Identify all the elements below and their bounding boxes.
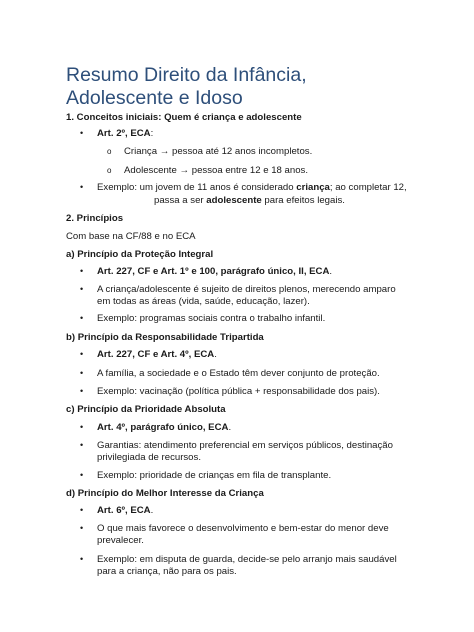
bullet-icon: • [80,349,84,359]
s1-example-a: Exemplo: um jovem de 11 anos é considerado [97,182,297,193]
c-art-suffix: . [228,422,232,433]
c-bullet-2-line-1: Garantias: atendimento preferencial em serviços públicos, destinação [97,440,393,451]
bullet-icon: • [80,440,84,450]
bullet-icon: • [80,182,84,192]
bullet-icon: • [80,386,84,396]
principle-a-heading: a) Princípio da Proteção Integral [66,249,214,260]
bullet-icon: • [80,523,84,533]
a-bullet-2-line-1: A criança/adolescente é sujeito de direitos plenos, merecendo amparo [97,284,396,295]
b-art: Art. 227, CF e Art. 4º, ECA [97,349,215,360]
c-bullet-2-line-2: privilegiada de recursos. [97,452,201,463]
a-bullet-3: Exemplo: programas sociais contra o trabalho infantil. [97,313,326,324]
bullet-icon: • [80,128,84,138]
c-art: Art. 4º, parágrafo único, ECA [97,422,229,433]
bullet-icon: • [80,266,84,276]
section-2-base: Com base na CF/88 e no ECA [66,231,196,242]
s1-art-line [97,127,153,140]
b-art-line [97,348,217,361]
s1-example-d: passa a ser [154,195,207,206]
a-art-suffix: . [329,266,333,277]
d-bullet-3-line-2: para a criança, não para os pais. [97,566,237,577]
s1-crianca: Criança → pessoa até 12 anos incompletos. [124,146,313,157]
b-bullet-3: Exemplo: vacinação (política pública + responsabilidade dos pais). [97,386,380,397]
section-2-heading: 2. Princípios [66,213,124,224]
circle-bullet-icon: o [107,147,112,156]
bullet-icon: • [80,313,84,323]
bullet-icon: • [80,284,84,294]
s1-example-c: ; ao completar 12, [329,182,407,193]
principle-b-heading: b) Princípio da Responsabilidade Tripartida [66,332,264,343]
d-art-line [97,504,153,517]
bullet-icon: • [80,368,84,378]
s1-adolescente: Adolescente → pessoa entre 12 e 18 anos. [124,165,309,176]
principle-c-heading: c) Princípio da Prioridade Absoluta [66,404,226,415]
d-bullet-2-line-1: O que mais favorece o desenvolvimento e bem-estar do menor deve [97,523,389,534]
d-bullet-2-line-2: prevalecer. [97,535,144,546]
document-title: Resumo Direito da Infância, Adolescente e Idoso [66,64,307,109]
bullet-icon: • [80,505,84,515]
s1-example-f: para efeitos legais. [261,195,345,206]
principle-d-heading: d) Princípio do Melhor Interesse da Criança [66,488,264,499]
a-art-line [97,265,332,278]
d-art-suffix: . [150,505,154,516]
s1-example-line-1 [97,181,407,194]
d-bullet-3-line-1: Exemplo: em disputa de guarda, decide-se pelo arranjo mais saudável [97,554,397,565]
s1-example-line-2 [154,194,345,207]
c-bullet-3: Exemplo: prioridade de crianças em fila de transplante. [97,470,332,481]
b-art-suffix: . [214,349,217,360]
a-art: Art. 227, CF e Art. 1º e 100, parágrafo único, II, ECA [97,266,330,277]
a-bullet-2-line-2: em todas as áreas (vida, saúde, educação, lazer). [97,296,310,307]
s1-example-e: adolescente [206,195,262,206]
bullet-icon: • [80,554,84,564]
bullet-icon: • [80,422,84,432]
s1-art-suffix: : [150,128,154,139]
b-bullet-2: A família, a sociedade e o Estado têm dever conjunto de proteção. [97,368,380,379]
circle-bullet-icon: o [107,166,112,175]
section-1-heading: 1. Conceitos iniciais: Quem é criança e adolescente [66,112,302,123]
s1-art: Art. 2º, ECA [97,128,151,139]
bullet-icon: • [80,470,84,480]
d-art: Art. 6º, ECA [97,505,151,516]
c-art-line [97,421,231,434]
s1-example-b: criança [296,182,330,193]
